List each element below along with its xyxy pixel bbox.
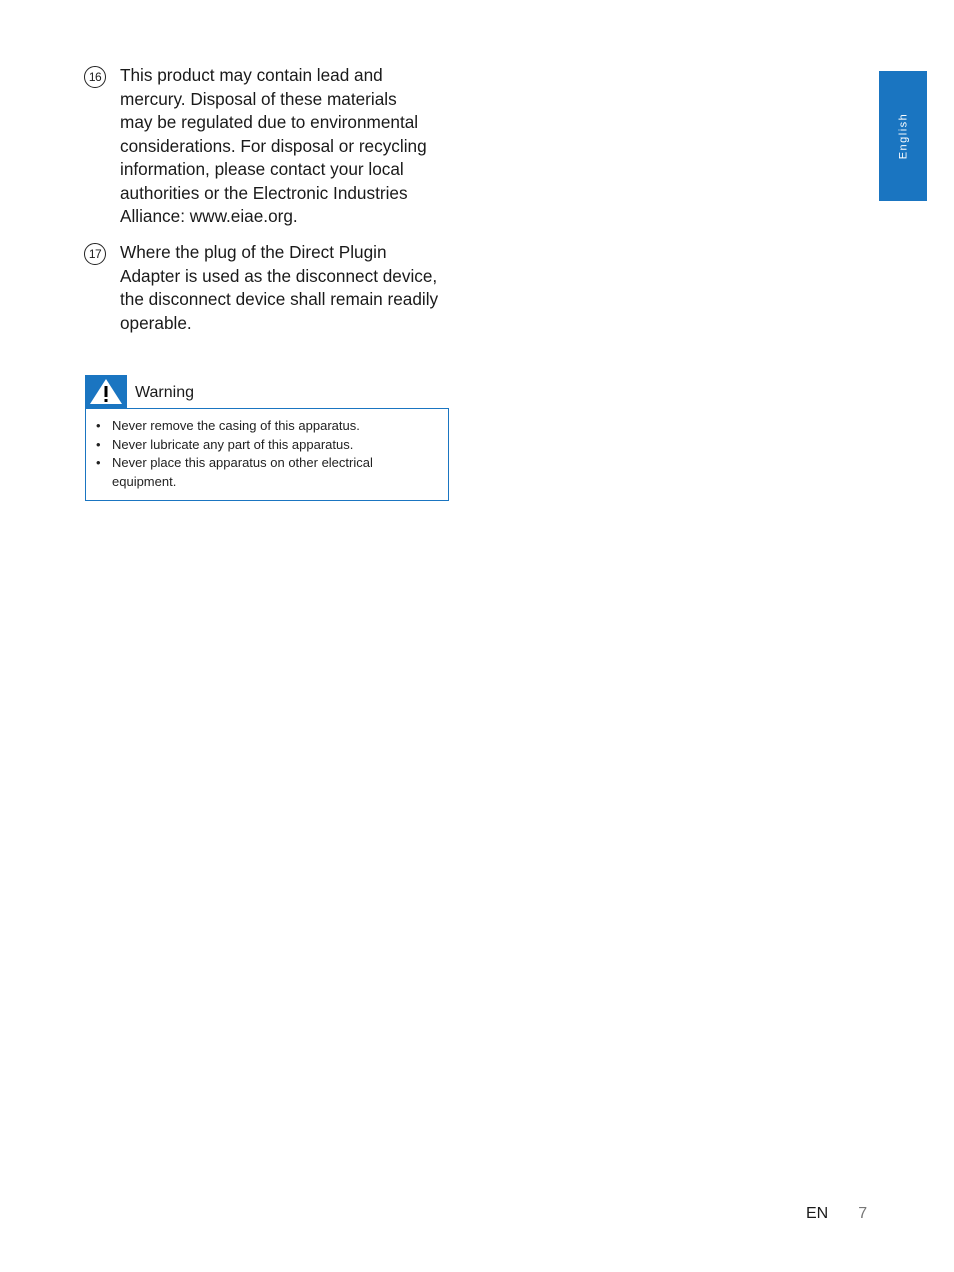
text-line: This product may contain lead and — [120, 65, 383, 85]
text-line: Adapter is used as the disconnect device, — [120, 265, 438, 286]
page-number: 7 — [858, 1205, 868, 1222]
item-number-badge: 16 — [84, 66, 106, 88]
text-line: considerations. For disposal or recycling — [120, 135, 427, 156]
warning-item — [96, 436, 438, 455]
warning-flag — [85, 375, 127, 408]
bullet: • — [96, 436, 101, 452]
bullet: • — [96, 455, 101, 470]
language-side-tab — [879, 71, 927, 201]
text-line: information, please contact your local — [120, 159, 404, 179]
footer-language: EN — [806, 1205, 829, 1222]
item-number-badge: 17 — [84, 243, 106, 265]
warning-item-text: Never remove the casing of this apparatus. — [112, 418, 360, 433]
item-text — [120, 64, 427, 229]
warning-item — [96, 417, 438, 436]
bullet: • — [96, 418, 101, 433]
text-line: Alliance: www.eiae.org. — [120, 206, 298, 226]
page-footer — [806, 1205, 867, 1223]
warning-item — [96, 454, 438, 491]
warning-item-text: Never lubricate any part of this apparatus. — [112, 436, 354, 452]
warning-content — [85, 408, 449, 501]
text-line: the disconnect device shall remain readily — [120, 289, 439, 309]
language-side-tab-label: English — [896, 112, 909, 160]
text-line: may be regulated due to environmental — [120, 112, 419, 132]
item-text — [120, 241, 438, 335]
warning-triangle-icon — [89, 378, 123, 405]
numbered-item-17 — [84, 241, 454, 335]
warning-item-text: Never place this apparatus on other electrical equipment. — [112, 455, 373, 489]
text-line: operable. — [120, 312, 192, 333]
warning-list — [96, 417, 438, 491]
text-line: authorities or the Electronic Industries — [120, 182, 408, 203]
warning-box — [85, 375, 449, 501]
warning-header — [85, 375, 449, 408]
text-line: mercury. Disposal of these materials — [120, 88, 397, 109]
text-line: Where the plug of the Direct Plugin — [120, 242, 387, 262]
numbered-item-16 — [84, 64, 454, 229]
warning-title: Warning — [135, 383, 194, 401]
